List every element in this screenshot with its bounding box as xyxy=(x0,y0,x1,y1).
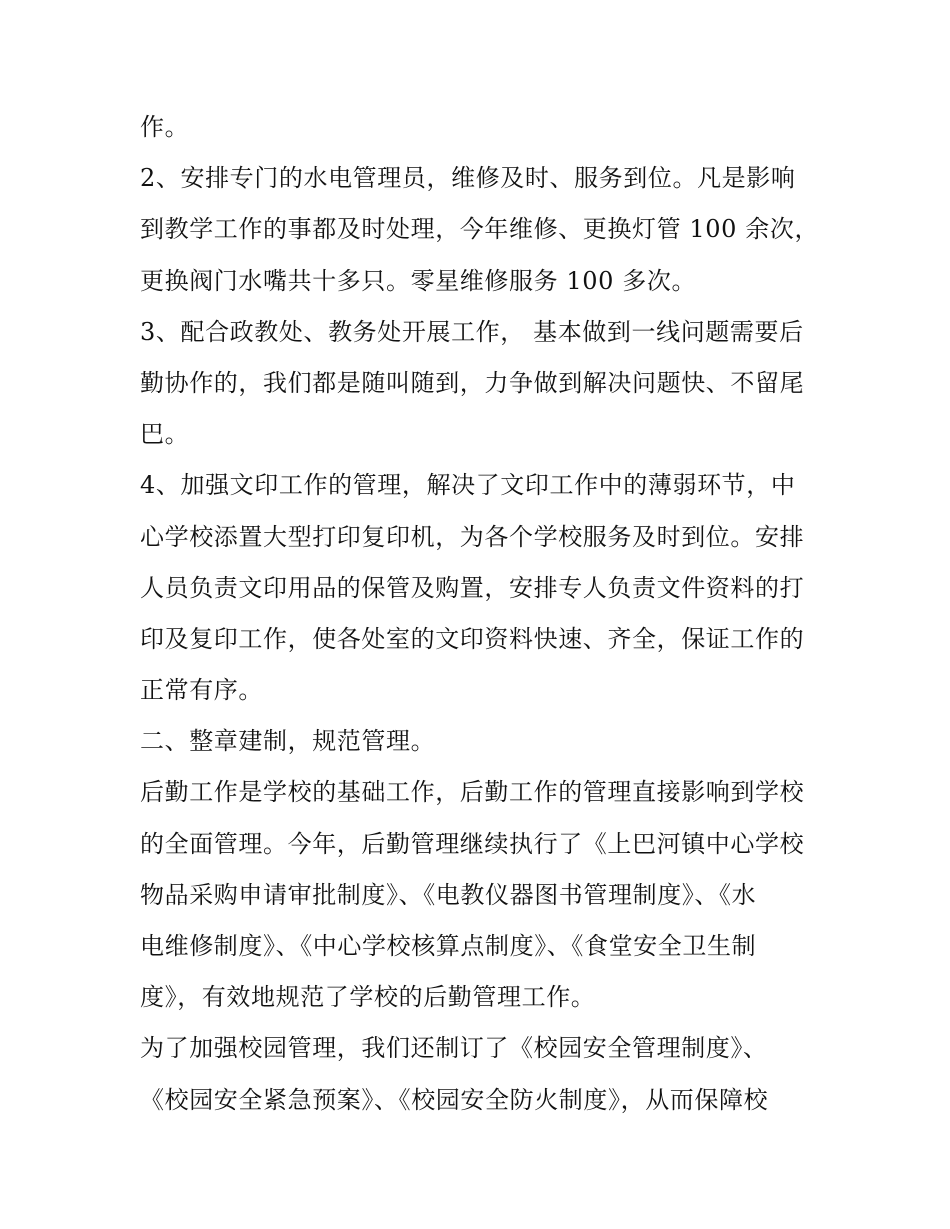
text-line: 勤协作的，我们都是随叫随到，力争做到解决问题快、不留尾 xyxy=(140,368,805,397)
text-line: 物品采购申请审批制度》、《电教仪器图书管理制度》、《水 xyxy=(140,880,757,909)
text-line: 到教学工作的事都及时处理，今年维修、更换灯管 100 余次， xyxy=(140,215,820,244)
section-heading: 二、整章建制，规范管理。 xyxy=(140,727,436,756)
text-line: 的全面管理。今年，后勤管理继续执行了《上巴河镇中心学校 xyxy=(140,829,805,858)
text-line: 更换阀门水嘴共十多只。零星维修服务 100 多次。 xyxy=(140,266,697,295)
text-line: 心学校添置大型打印复印机，为各个学校服务及时到位。安排 xyxy=(140,522,805,551)
text-line: 印及复印工作，使各处室的文印资料快速、齐全，保证工作的 xyxy=(140,624,805,653)
text-line: 电维修制度》、《中心学校核算点制度》、《食堂安全卫生制 xyxy=(140,932,757,960)
text-line: 作。 xyxy=(140,113,190,141)
text-line: 2、安排专门的水电管理员，维修及时、服务到位。凡是影响 xyxy=(140,164,796,193)
text-line: 后勤工作是学校的基础工作，后勤工作的管理直接影响到学校 xyxy=(140,778,805,807)
text-line: 4、加强文印工作的管理，解决了文印工作中的薄弱环节，中 xyxy=(140,471,796,500)
document-body xyxy=(140,102,820,1126)
text-line: 巴。 xyxy=(140,420,190,449)
text-line: 为了加强校园管理，我们还制订了《校园安全管理制度》、 xyxy=(140,1034,768,1063)
text-line: 正常有序。 xyxy=(140,676,263,705)
text-line: 度》，有效地规范了学校的后勤管理工作。 xyxy=(140,983,596,1012)
text-line: 人员负责文印用品的保管及购置，安排专人负责文件资料的打 xyxy=(140,573,805,602)
text-line: 《校园安全紧急预案》、《校园安全防火制度》，从而保障校 xyxy=(140,1085,769,1114)
text-line: 3、配合政教处、教务处开展工作， 基本做到一线问题需要后 xyxy=(140,317,804,346)
